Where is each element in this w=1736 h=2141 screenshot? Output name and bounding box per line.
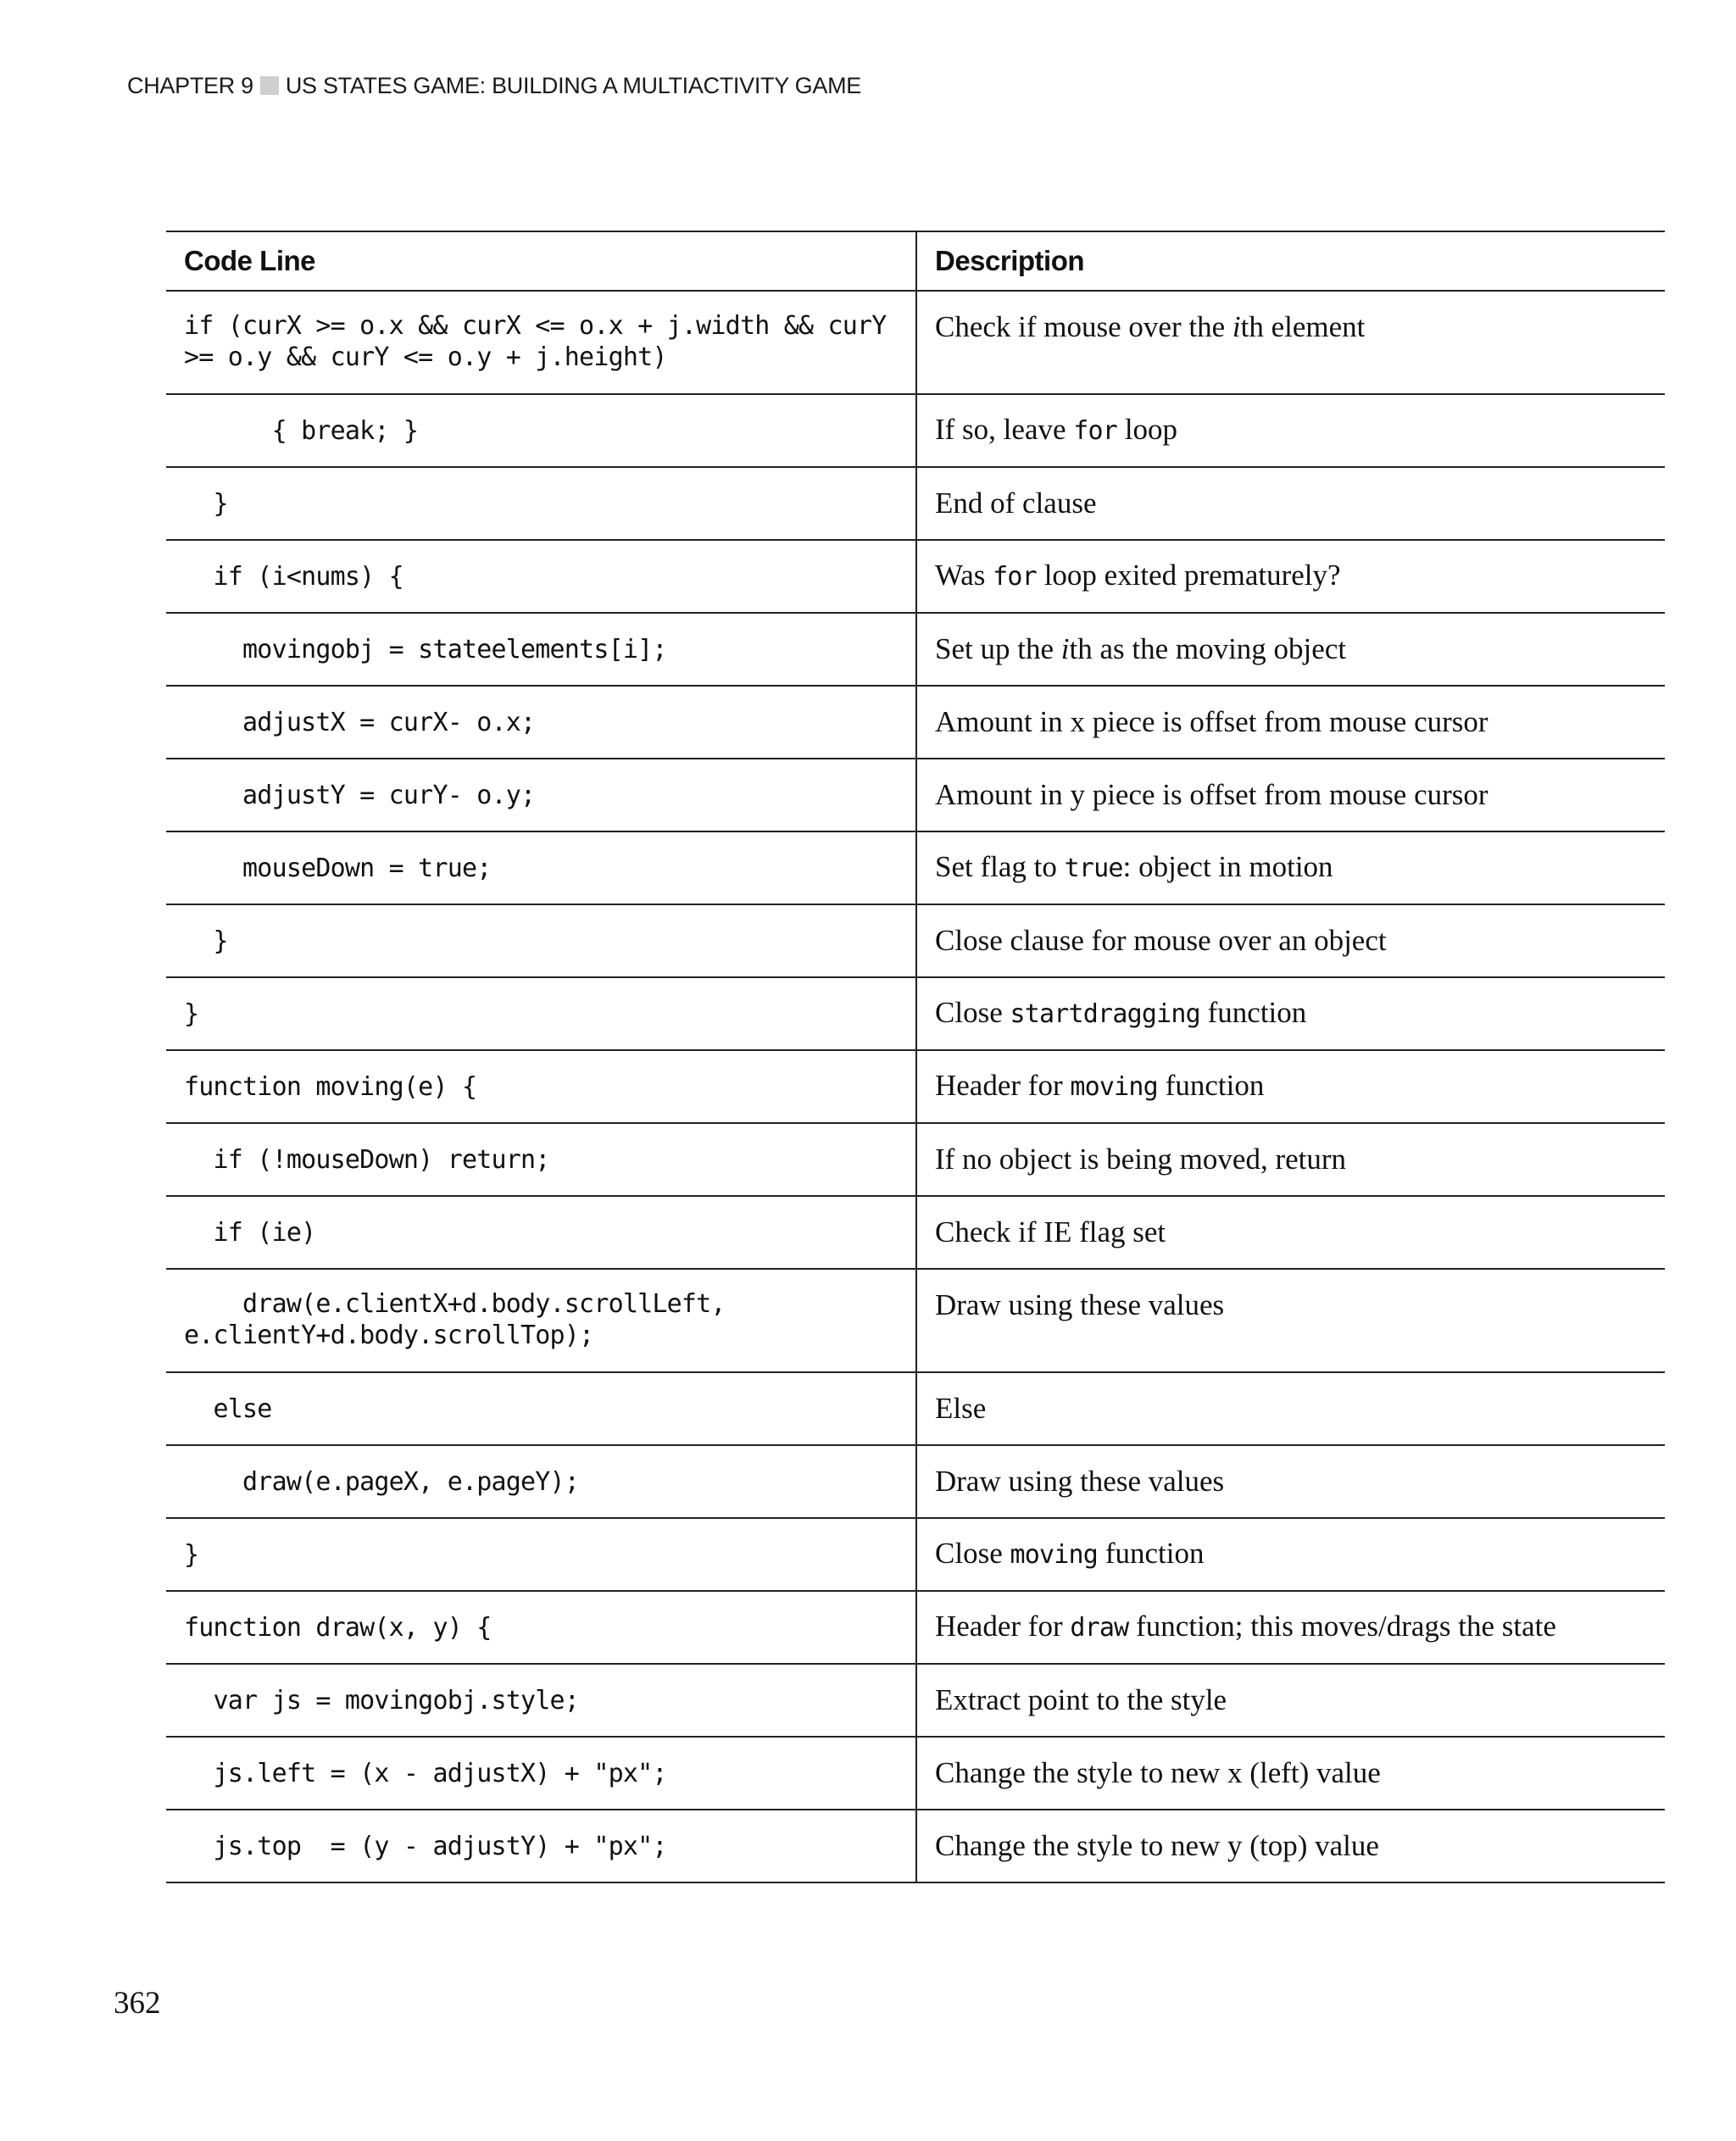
code-line-text: function moving(e) { [184, 1071, 477, 1102]
page-number: 362 [114, 1986, 161, 2021]
inline-code: moving [1010, 1540, 1099, 1570]
table-header-row [166, 231, 1665, 291]
table-body [166, 291, 1665, 1882]
inline-code: moving [1070, 1072, 1158, 1102]
code-line-text: adjustY = curY- o.y; [184, 780, 536, 810]
code-line-text: } [184, 998, 199, 1029]
code-line-text: js.left = (x - adjustX) + "px"; [184, 1758, 667, 1788]
code-line-text: if (!mouseDown) return; [184, 1144, 550, 1175]
code-cell [166, 1196, 916, 1269]
description-fragment: Was [935, 559, 993, 592]
table-row [166, 1591, 1665, 1664]
table-row [166, 831, 1665, 904]
code-cell [166, 904, 916, 977]
table-row [166, 1269, 1665, 1372]
description-cell [916, 613, 1665, 686]
table-row [166, 977, 1665, 1050]
description-text [935, 850, 1665, 886]
description-cell [916, 291, 1665, 394]
description-fragment: Check if mouse over the [935, 310, 1232, 343]
table-row [166, 1123, 1665, 1196]
code-line-text: } [184, 488, 228, 519]
description-fragment: function [1098, 1537, 1205, 1570]
description-cell [916, 686, 1665, 759]
description-fragment: If no object is being moved, return [935, 1143, 1347, 1176]
inline-code: startdragging [1010, 999, 1200, 1029]
code-cell [166, 831, 916, 904]
description-text [935, 1392, 1665, 1426]
code-line-text: adjustX = curX- o.x; [184, 707, 536, 737]
code-line-text: } [184, 1539, 199, 1570]
description-cell [916, 904, 1665, 977]
description-fragment: : object in motion [1122, 850, 1333, 883]
code-cell [166, 540, 916, 613]
description-text [935, 559, 1665, 594]
description-text [935, 1288, 1665, 1322]
inline-code: true [1064, 854, 1123, 883]
inline-code: for [1073, 416, 1118, 446]
description-fragment: Change the style to new x (left) value [935, 1756, 1381, 1789]
description-cell [916, 1664, 1665, 1737]
description-text [935, 924, 1665, 958]
description-text [935, 487, 1665, 520]
code-cell [166, 1050, 916, 1123]
description-fragment: Amount in y piece is offset from mouse cursor [935, 778, 1488, 811]
description-fragment: Close clause for mouse over an object [935, 924, 1387, 957]
inline-code: for [993, 562, 1037, 592]
description-text [935, 1683, 1665, 1717]
description-text [935, 996, 1665, 1032]
description-cell [916, 1050, 1665, 1123]
description-fragment: Draw using these values [935, 1288, 1225, 1321]
code-line-text: function draw(x, y) { [184, 1612, 492, 1643]
italic-term: i [1060, 632, 1070, 665]
description-text [935, 1215, 1665, 1249]
description-text [935, 1465, 1665, 1499]
chapter-label: CHAPTER 9 [127, 73, 253, 98]
code-cell [166, 1810, 916, 1882]
description-fragment: Amount in x piece is offset from mouse cursor [935, 705, 1488, 738]
table-row [166, 291, 1665, 394]
code-cell [166, 1372, 916, 1445]
description-cell [916, 977, 1665, 1050]
inline-code: draw [1070, 1613, 1129, 1643]
table-row [166, 686, 1665, 759]
table-row [166, 1050, 1665, 1123]
code-line-text: } [184, 926, 228, 956]
description-fragment: Check if IE flag set [935, 1215, 1166, 1248]
code-cell [166, 394, 916, 467]
table-row [166, 759, 1665, 831]
description-fragment: Close [935, 996, 1010, 1029]
code-line-text: if (ie) [184, 1217, 316, 1248]
column-header-description: Description [916, 231, 1665, 291]
code-line-text: draw(e.clientX+d.body.scrollLeft, e.clientY+d.body.scrollTop); [184, 1289, 726, 1350]
table-row [166, 1372, 1665, 1445]
description-cell [916, 831, 1665, 904]
description-fragment: Draw using these values [935, 1465, 1225, 1498]
description-fragment: Set up the [935, 632, 1061, 665]
table-row [166, 1445, 1665, 1518]
running-header [127, 73, 861, 99]
description-cell [916, 1196, 1665, 1269]
code-cell [166, 759, 916, 831]
description-fragment: function [1199, 996, 1307, 1029]
description-cell [916, 1372, 1665, 1445]
code-cell [166, 1123, 916, 1196]
description-cell [916, 1737, 1665, 1810]
code-line-text: mouseDown = true; [184, 853, 492, 883]
description-text [935, 778, 1665, 812]
description-text [935, 413, 1665, 448]
code-cell [166, 1269, 916, 1372]
description-cell [916, 467, 1665, 540]
code-cell [166, 977, 916, 1050]
table-row [166, 394, 1665, 467]
description-fragment: Header for [935, 1610, 1071, 1643]
code-line-text: if (i<nums) { [184, 561, 403, 592]
table-row [166, 1810, 1665, 1882]
table-row [166, 1518, 1665, 1591]
description-text [935, 310, 1665, 344]
description-fragment: Change the style to new y (top) value [935, 1829, 1379, 1862]
code-line-text: else [184, 1393, 272, 1424]
code-line-text: { break; } [184, 415, 419, 446]
table-row [166, 467, 1665, 540]
description-cell [916, 1123, 1665, 1196]
table-row [166, 1737, 1665, 1810]
code-cell [166, 1737, 916, 1810]
description-text [935, 705, 1665, 739]
code-line-text: if (curX >= o.x && curX <= o.x + j.width && curY >= o.y && curY <= o.y + j.height) [184, 311, 887, 372]
description-fragment: function; this moves/drags the state [1128, 1610, 1556, 1643]
code-table [166, 231, 1665, 1883]
code-cell [166, 686, 916, 759]
italic-term: i [1232, 310, 1241, 343]
description-fragment: loop exited prematurely? [1036, 559, 1341, 592]
description-cell [916, 1518, 1665, 1591]
description-cell [916, 394, 1665, 467]
description-cell [916, 540, 1665, 613]
code-cell [166, 1664, 916, 1737]
description-text [935, 1069, 1665, 1104]
table-row [166, 1196, 1665, 1269]
description-fragment: Else [935, 1392, 987, 1425]
description-fragment: Close [935, 1537, 1010, 1570]
code-cell [166, 1445, 916, 1518]
description-fragment: Header for [935, 1069, 1071, 1102]
separator-square-icon [260, 76, 279, 95]
chapter-title: US STATES GAME: BUILDING A MULTIACTIVITY GAME [285, 73, 861, 98]
description-fragment: function [1157, 1069, 1265, 1102]
table-row [166, 613, 1665, 686]
code-cell [166, 613, 916, 686]
code-cell [166, 1591, 916, 1664]
description-text [935, 1829, 1665, 1863]
description-fragment: Extract point to the style [935, 1683, 1227, 1716]
description-cell [916, 759, 1665, 831]
column-header-code-line: Code Line [166, 231, 916, 291]
code-cell [166, 1518, 916, 1591]
description-text [935, 1143, 1665, 1176]
description-text [935, 632, 1665, 666]
description-text [935, 1537, 1665, 1572]
code-line-text: draw(e.pageX, e.pageY); [184, 1466, 580, 1497]
table-row [166, 540, 1665, 613]
description-cell [916, 1810, 1665, 1882]
description-fragment: If so, leave [935, 413, 1074, 446]
description-fragment: loop [1117, 413, 1178, 446]
code-line-text: js.top = (y - adjustY) + "px"; [184, 1831, 667, 1861]
code-cell [166, 467, 916, 540]
description-cell [916, 1269, 1665, 1372]
code-line-text: var js = movingobj.style; [184, 1685, 580, 1716]
table-row [166, 1664, 1665, 1737]
code-line-text: movingobj = stateelements[i]; [184, 634, 667, 665]
description-fragment: th element [1240, 310, 1366, 343]
description-text [935, 1610, 1665, 1645]
description-fragment: End of clause [935, 487, 1097, 520]
description-fragment: th as the moving object [1069, 632, 1347, 665]
table-row [166, 904, 1665, 977]
description-cell [916, 1445, 1665, 1518]
description-text [935, 1756, 1665, 1790]
code-cell [166, 291, 916, 394]
description-fragment: Set flag to [935, 850, 1065, 883]
description-cell [916, 1591, 1665, 1664]
